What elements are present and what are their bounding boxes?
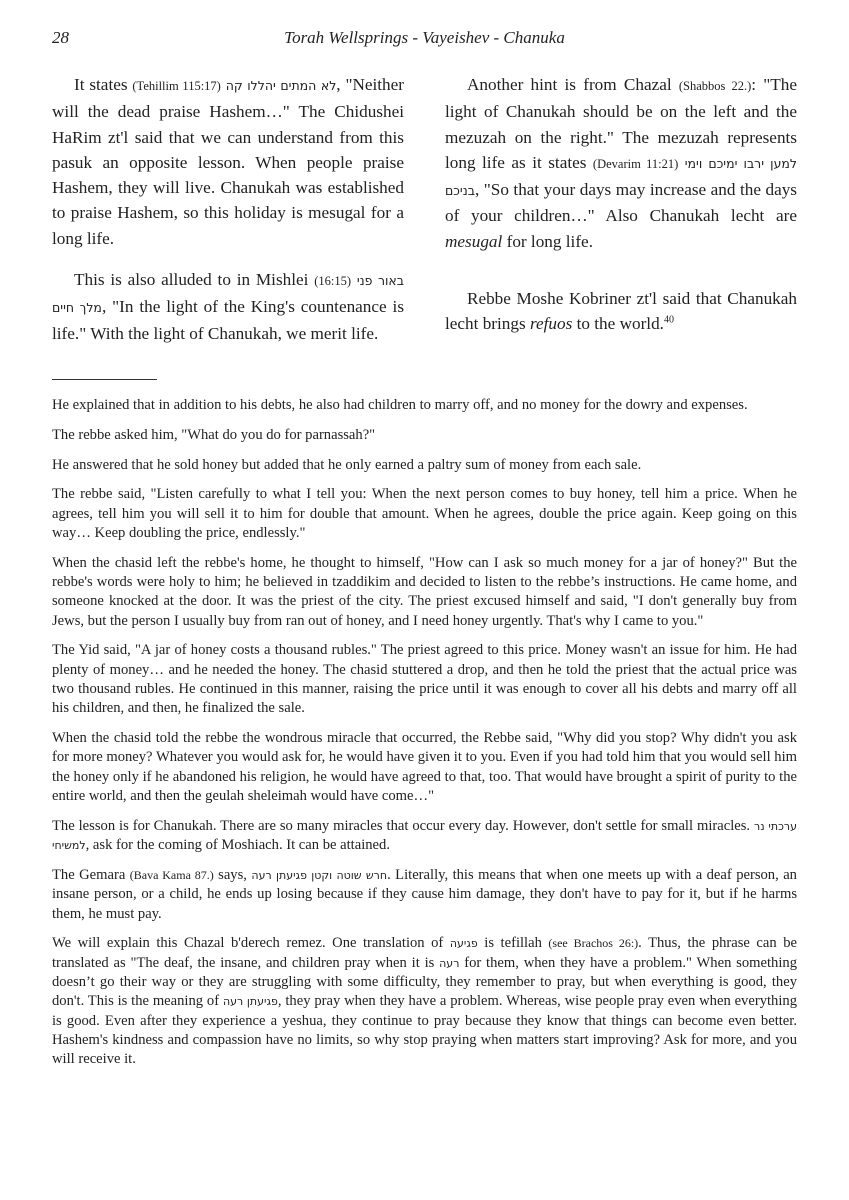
text: . Literally, this means that when one meets up with a deaf person, an insane person, or a child, he ends up losing because if they cause him damage, they don't have to pay for it, but if he harms them, he must pay. (52, 866, 797, 922)
text: , ask for the coming of Moshiach. It can be attained. (85, 837, 390, 854)
hebrew-quote: ערכתי נר למשיחי (52, 819, 797, 853)
running-title: Torah Wellsprings - Vayeishev - Chanuka (284, 28, 565, 47)
footnote-marker[interactable]: 40 (663, 314, 674, 326)
hebrew-quote: חרש שוטה וקטן פגיעתן רעה (251, 868, 388, 882)
text: , they pray when they have a problem. Whereas, wise people pray even when everything is good. Even after they experience a yeshua, they continue to pray because they know that things can become even better. Hashem's kindness and compassion have no limits, so why stop praying when matters start improving? Ask for more, and you will receive it. (52, 993, 797, 1068)
emphasis: refuos (529, 314, 573, 334)
text: We will explain this Chazal b'derech remez. One translation of (52, 935, 450, 952)
source-reference: (Bava Kama 87.) (129, 867, 214, 882)
right-column (445, 72, 797, 353)
left-column (52, 72, 404, 362)
footnote-paragraph: The rebbe asked him, "What do you do for parnassah?" (52, 426, 376, 443)
text: is tefillah (477, 935, 549, 952)
footnote-paragraph: When the chasid left the rebbe's home, he thought to himself, "How can I ask so much money for a jar of honey?" But the rebbe's words were holy to him; he believed in tzaddikim and decided to listen to the rebbe’s instructions. He came home, and someone knocked at the door. It was the priest of the city. The priest excused himself and said, "I don't generally buy from Jews, but the person I usually buy from ran out of honey, and I need honey urgently. That's why I came to you." (52, 554, 797, 629)
text: : "The light of Chanukah should be on the left and the mezuzah on the right." The mezuzah represents long life as it states (445, 75, 798, 172)
source-reference: (16:15) (314, 274, 352, 289)
text: It states (74, 75, 133, 94)
paragraph (445, 72, 797, 254)
hebrew-quote: לא המתים יהללו קה (225, 78, 337, 93)
text: The lesson is for Chanukah. There are so many miracles that occur every day. However, don't settle for small miracles. (52, 817, 754, 834)
text: for long life. (502, 231, 593, 251)
emphasis: mesugal (445, 231, 503, 251)
footnote-paragraph: When the chasid told the rebbe the wondrous miracle that occurred, the Rebbe said, "Why did you stop? Why didn't you ask for more money? Whatever you would ask for, he would have given it to you. Even if you had told him that you would sell him the honey only if he abandoned his religion, he would have agreed to that, too. That would have brought a spirit of purity to the entire world, and then the geulah sheleimah would have come…" (52, 730, 797, 805)
text: to the world. (572, 314, 664, 334)
text: for them, when they have a problem." When something doesn’t go their way or they are struggling with some difficulty, they remember to pray, but when everything is good, they don't. This is the meaning of (52, 954, 797, 1010)
text: , "So that your days may increase and the days of your children…" Also Chanukah lecht are (445, 180, 797, 226)
paragraph (445, 286, 797, 337)
text: . Thus, the phrase can be translated as "The deaf, the insane, and children pray when it is (52, 935, 797, 971)
footnote-paragraph (52, 866, 797, 924)
text: This is also alluded to in Mishlei (74, 270, 315, 290)
text: Rebbe Moshe Kobriner zt'l said that Chanukah lecht brings (445, 289, 797, 334)
footnote-divider (52, 379, 157, 380)
footnote-paragraph (52, 817, 797, 856)
paragraph (52, 72, 404, 251)
source-reference: (Tehillim 115:17) (132, 79, 221, 93)
source-reference: (Shabbos 22.) (678, 79, 752, 93)
text: says, (213, 866, 252, 883)
hebrew-quote: באור פני מלך חיים (52, 273, 404, 316)
text: , "In the light of the King's countenance is life." With the light of Chanukah, we merit life. (52, 297, 405, 343)
hebrew-quote: למען ירבו ימיכם וימי בניכם (445, 155, 798, 199)
footnotes (52, 396, 797, 1080)
page-header (52, 28, 797, 52)
source-reference: (see Brachos 26:) (548, 936, 639, 951)
footnote-paragraph (52, 934, 797, 1069)
footnote-paragraph: He answered that he sold honey but added that he only earned a paltry sum of money from each sale. (52, 456, 642, 473)
text: The Gemara (52, 866, 130, 883)
footnote-paragraph: The Yid said, "A jar of honey costs a thousand rubles." The priest agreed to this price. Money wasn't an issue for him. He had plenty of money… and he needed the honey. The chasid stuttered a drop, and then he told the priest that the actual price was two thousand rubles. He continued in this manner, raising the price until it was enough to cover all his debts and marry off all his children, and then, he finalized the sale. (52, 642, 797, 717)
text: Another hint is from Chazal (467, 75, 679, 94)
hebrew-word: רעה (439, 956, 460, 970)
source-reference: (Devarim 11:21) (592, 156, 679, 171)
page-number: 28 (52, 28, 69, 47)
footnote-paragraph: The rebbe said, "Listen carefully to what I tell you: When the next person comes to buy honey, tell him a price. When he agrees, tell him you will sell it to him for double that amount. When he agrees, double the price again. Keep going on this way… Keep doubling the price, endlessly." (52, 486, 797, 541)
text: , "Neither will the dead praise Hashem…" The Chidushei HaRim zt'l said that we can understand from this pasuk an opposite lesson. When people praise Hashem, they will live. Chanukah was established to praise Hashem, so this holiday is mesugal for a long life. (52, 75, 404, 248)
hebrew-quote: פגיעתן רעה (222, 995, 278, 1009)
hebrew-word: פגיעה (449, 937, 478, 951)
paragraph (52, 267, 404, 346)
footnote-paragraph: He explained that in addition to his debts, he also had children to marry off, and no money for the dowry and expenses. (52, 397, 748, 413)
